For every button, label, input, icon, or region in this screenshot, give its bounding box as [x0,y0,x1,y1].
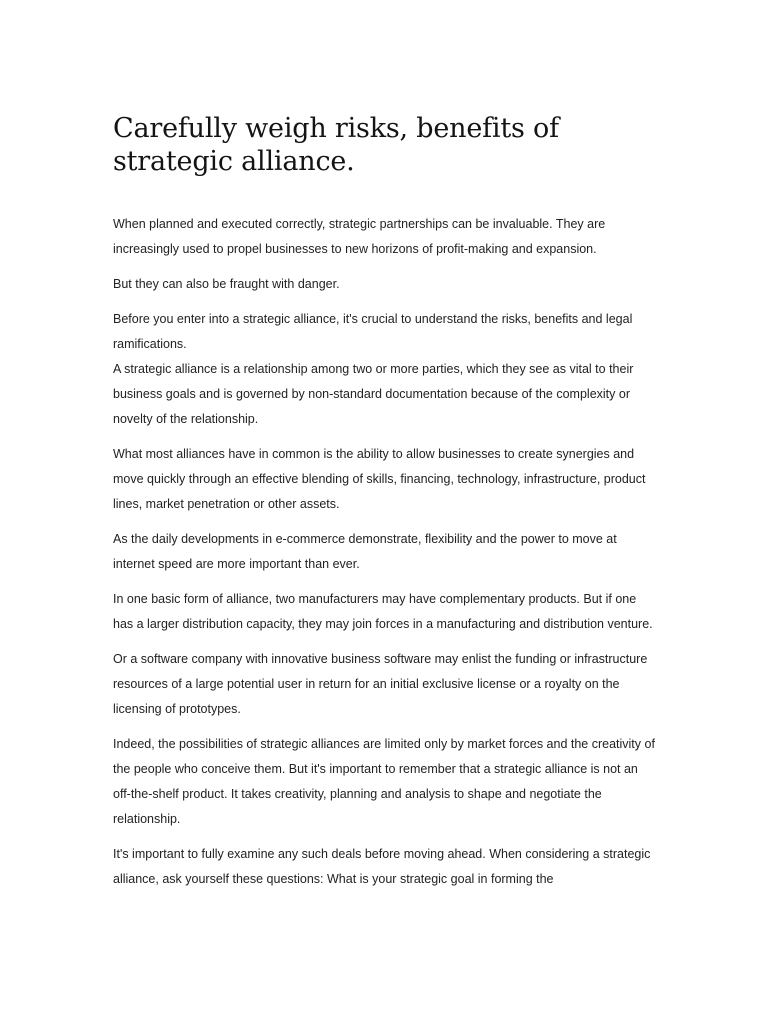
document-page [113,112,658,902]
paragraph-common: What most alliances have in common is the ability to allow businesses to create synergies and move quickly through an effective blending of skills, financing, technology, infrastructure, product lines, market penetration or other assets. [113,447,646,511]
paragraph-software: Or a software company with innovative business software may enlist the funding or infrastructure resources of a large potential user in return for an initial exclusive license or a royalty on the licensing of prototypes. [113,652,648,716]
paragraph-possibilities: Indeed, the possibilities of strategic alliances are limited only by market forces and the creativity of the people who conceive them. But it's important to remember that a strategic alliance is not an off-the-shelf product. It takes creativity, planning and analysis to shape and negotiate the relationship. [113,737,655,826]
article-title: Carefully weigh risks, benefits of strategic alliance. [113,113,559,177]
paragraph-examine: It's important to fully examine any such deals before moving ahead. When considering a strategic alliance, ask yourself these questions: What is your strategic goal in forming the [113,847,651,886]
paragraph-danger: But they can also be fraught with danger. [113,277,340,291]
paragraph-before-enter: Before you enter into a strategic alliance, it's crucial to understand the risks, benefits and legal ramifications. [113,312,633,351]
paragraph-definition: A strategic alliance is a relationship among two or more parties, which they see as vital to their business goals and is governed by non-standard documentation because of the complexity or novelty of the relationship. [113,362,634,426]
paragraph-intro: When planned and executed correctly, strategic partnerships can be invaluable. They are increasingly used to propel businesses to new horizons of profit-making and expansion. [113,217,606,256]
paragraph-manufacturers: In one basic form of alliance, two manufacturers may have complementary products. But if one has a larger distribution capacity, they may join forces in a manufacturing and distribution venture. [113,592,653,631]
paragraph-ecommerce: As the daily developments in e-commerce demonstrate, flexibility and the power to move at internet speed are more important than ever. [113,532,617,571]
